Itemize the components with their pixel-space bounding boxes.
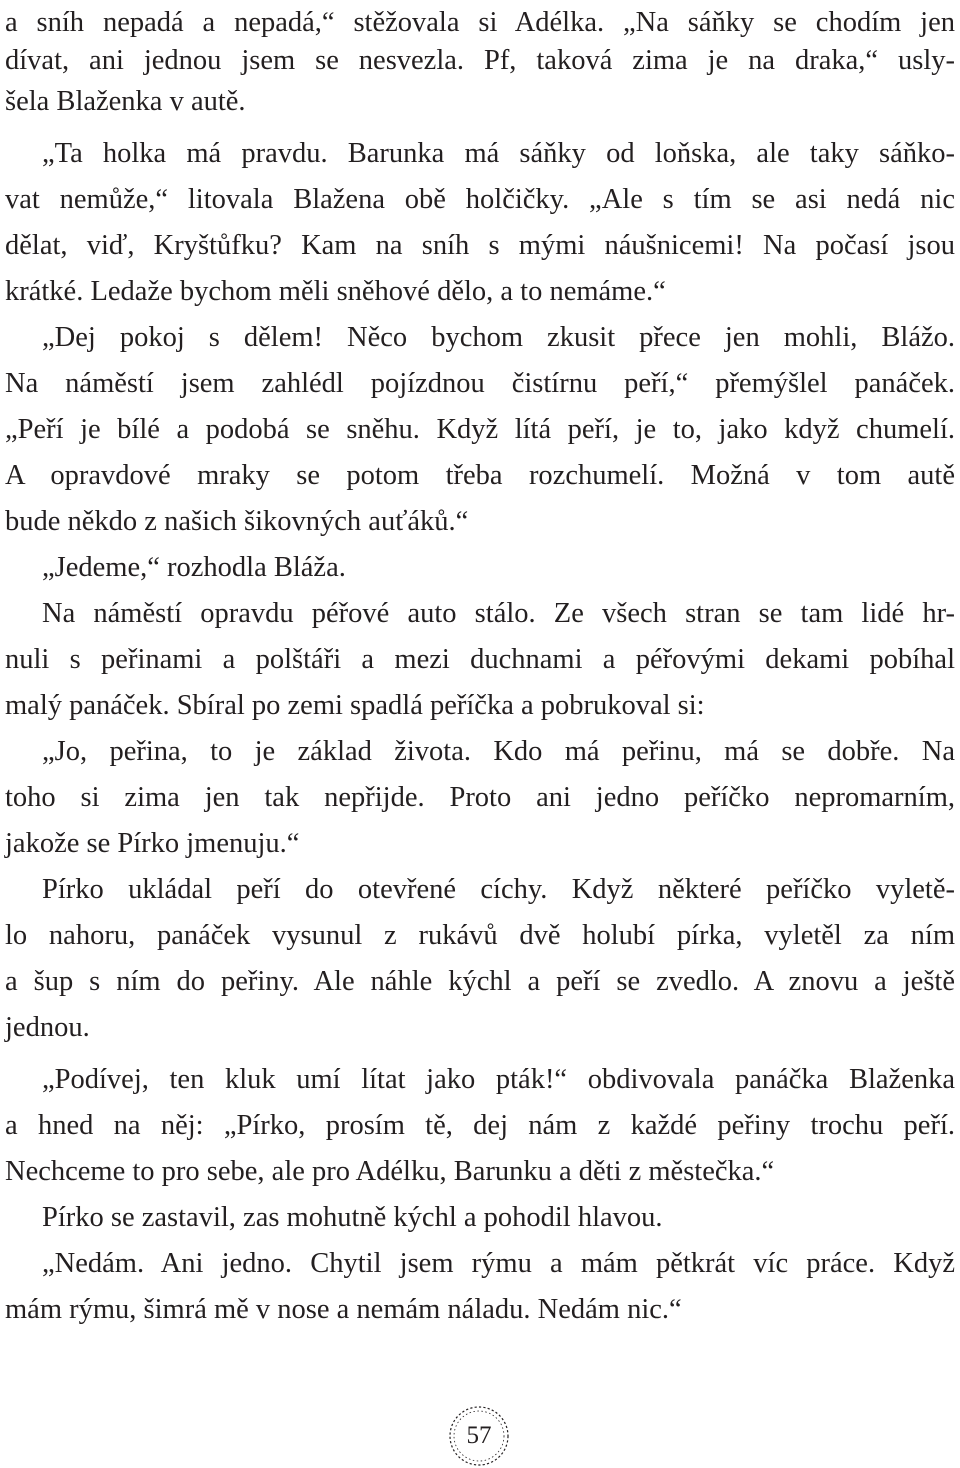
text-line: Nechceme to pro sebe, ale pro Adélku, Barunku a děti z městečka.“ — [5, 1156, 775, 1187]
text-line: lo nahoru, panáček vysunul z rukávů dvě holubí pírka, vyletěl za ním — [5, 920, 955, 951]
text-line: „Ta holka má pravdu. Barunka má sáňky od loňska, ale taky sáňko- — [42, 138, 955, 169]
text-line: toho si zima jen tak nepřijde. Proto ani jedno peříčko nepromarním, — [5, 782, 955, 813]
text-line: jakože se Pírko jmenuju.“ — [5, 828, 300, 859]
text-line: jednou. — [5, 1012, 90, 1043]
text-line: „Nedám. Ani jedno. Chytil jsem rýmu a mám pětkrát víc práce. Když — [42, 1248, 955, 1279]
text-line: bude někdo z našich šikovných auťáků.“ — [5, 506, 469, 537]
text-line: a hned na něj: „Pírko, prosím tě, dej nám z každé peřiny trochu peří. — [5, 1110, 955, 1141]
text-line: „Peří je bílé a podobá se sněhu. Když lítá peří, je to, jako když chumelí. — [5, 414, 955, 445]
text-line: mám rýmu, šimrá mě v nose a nemám náladu. Nedám nic.“ — [5, 1294, 682, 1325]
text-line: a šup s ním do peřiny. Ale náhle kýchl a peří se zvedlo. A znovu a ještě — [5, 966, 955, 997]
text-line: vat nemůže,“ litovala Blažena obě holčičky. „Ale s tím se asi nedá nic — [5, 184, 955, 215]
text-line: „Dej pokoj s dělem! Něco bychom zkusit přece jen mohli, Blážo. — [42, 322, 955, 353]
text-line: Na náměstí opravdu péřové auto stálo. Ze všech stran se tam lidé hr- — [42, 598, 955, 629]
text-line: A opravdové mraky se potom třeba rozchumelí. Možná v tom autě — [5, 460, 955, 491]
text-line: dělat, viď, Kryštůfku? Kam na sníh s mými náušnicemi! Na počasí jsou — [5, 230, 955, 261]
text-line: šela Blaženka v autě. — [5, 86, 246, 117]
text-line: Pírko ukládal peří do otevřené cíchy. Když některé peříčko vyletě- — [42, 874, 955, 905]
text-line: „Jedeme,“ rozhodla Bláža. — [42, 552, 346, 583]
text-line: Na náměstí jsem zahlédl pojízdnou čistírnu peří,“ přemýšlel panáček. — [5, 368, 955, 399]
text-line: „Podívej, ten kluk umí lítat jako pták!“ obdivovala panáčka Blaženka — [42, 1064, 955, 1095]
page-number: 57 — [466, 1422, 492, 1449]
text-line: nuli s peřinami a polštáři a mezi duchnami a péřovými dekami pobíhal — [5, 644, 955, 675]
text-line: Pírko se zastavil, zas mohutně kýchl a pohodil hlavou. — [42, 1202, 663, 1233]
text-line: krátké. Ledaže bychom měli sněhové dělo, a to nemáme.“ — [5, 276, 666, 307]
text-line: dívat, ani jednou jsem se nesvezla. Pf, taková zima je na draka,“ usly- — [5, 45, 955, 76]
text-line: „Jo, peřina, to je základ života. Kdo má peřinu, má se dobře. Na — [42, 736, 955, 767]
text-line: malý panáček. Sbíral po zemi spadlá peříčka a pobrukoval si: — [5, 690, 705, 721]
text-line: a sníh nepadá a nepadá,“ stěžovala si Adélka. „Na sáňky se chodím jen — [5, 7, 955, 38]
page-number-badge — [447, 1404, 511, 1468]
